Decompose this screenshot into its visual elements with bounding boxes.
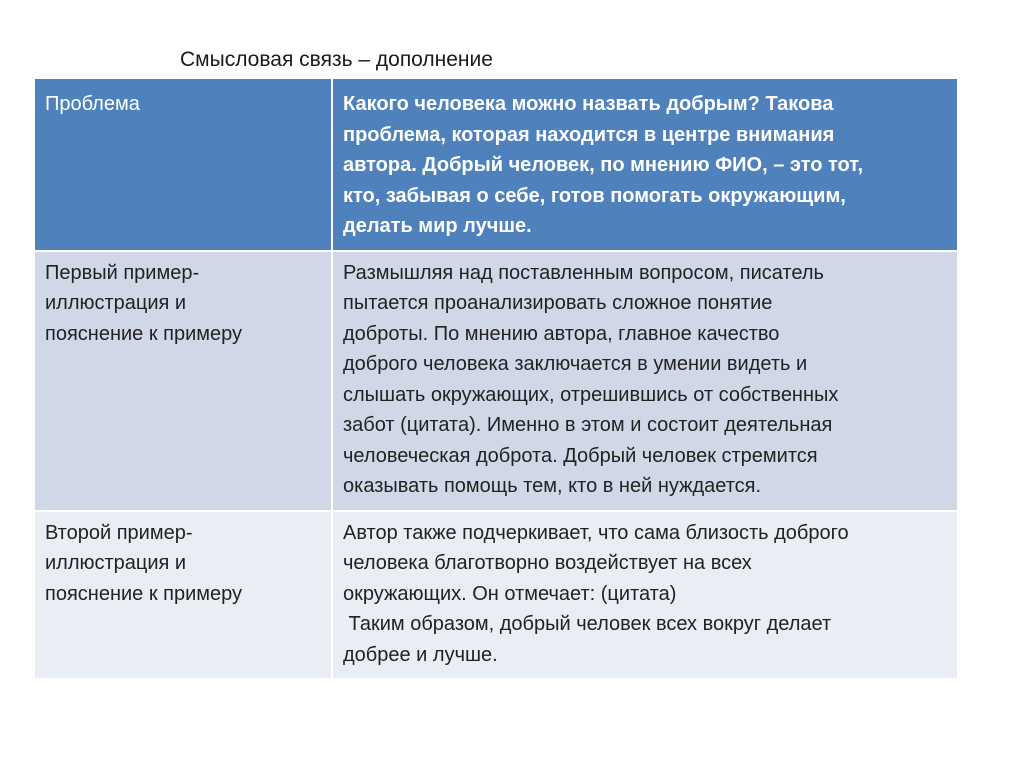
row-content-line: слышать окружающих, отрешившись от собственных <box>343 383 839 406</box>
row-content-problem <box>332 79 957 251</box>
row-content-line: Размышляя над поставленным вопросом, писатель <box>343 261 824 284</box>
row-label-line: Проблема <box>45 93 140 115</box>
row-content-line: доброго человека заключается в умении видеть и <box>343 353 808 375</box>
row-content-line: проблема, которая находится в центре внимания <box>343 123 835 146</box>
row-content-line: Таким образом, добрый человек всех вокруг делает <box>343 613 832 635</box>
row-label-line: иллюстрация и <box>45 292 187 314</box>
row-content-line: Какого человека можно назвать добрым? Такова <box>343 93 834 115</box>
row-content-line: оказывать помощь тем, кто в ней нуждается. <box>343 475 762 497</box>
row-label-second-example <box>35 511 332 679</box>
row-content-line: человеческая доброта. Добрый человек стремится <box>343 444 818 467</box>
row-label-line: Второй пример- <box>45 521 193 544</box>
row-content-line: кто, забывая о себе, готов помогать окружающим, <box>343 184 846 207</box>
row-content-line: человека благотворно воздействует на всех <box>343 552 752 574</box>
row-content-line: доброты. По мнению автора, главное качество <box>343 322 780 345</box>
row-label-line: Первый пример- <box>45 261 200 284</box>
row-content-second-example <box>332 511 957 679</box>
row-label-problem <box>35 79 332 251</box>
row-label-line: иллюстрация и <box>45 552 187 574</box>
row-content-line: автора. Добрый человек, по мнению ФИО, – это тот, <box>343 154 864 176</box>
row-content-line: Автор также подчеркивает, что сама близость доброго <box>343 521 849 544</box>
row-label-first-example <box>35 251 332 511</box>
row-content-line: добрее и лучше. <box>343 643 498 666</box>
table-row-second-example <box>35 511 957 679</box>
row-content-line: делать мир лучше. <box>343 215 532 237</box>
row-content-line: пытается проанализировать сложное понятие <box>343 292 773 314</box>
essay-structure-table <box>35 79 957 678</box>
row-label-line: пояснение к примеру <box>45 322 243 345</box>
table-row-first-example <box>35 251 957 511</box>
row-content-line: окружающих. Он отмечает: (цитата) <box>343 582 677 605</box>
table-row-problem <box>35 79 957 251</box>
slide-title: Смысловая связь – дополнение <box>180 48 493 71</box>
row-content-line: забот (цитата). Именно в этом и состоит деятельная <box>343 414 833 436</box>
row-content-first-example <box>332 251 957 511</box>
row-label-line: пояснение к примеру <box>45 582 243 605</box>
